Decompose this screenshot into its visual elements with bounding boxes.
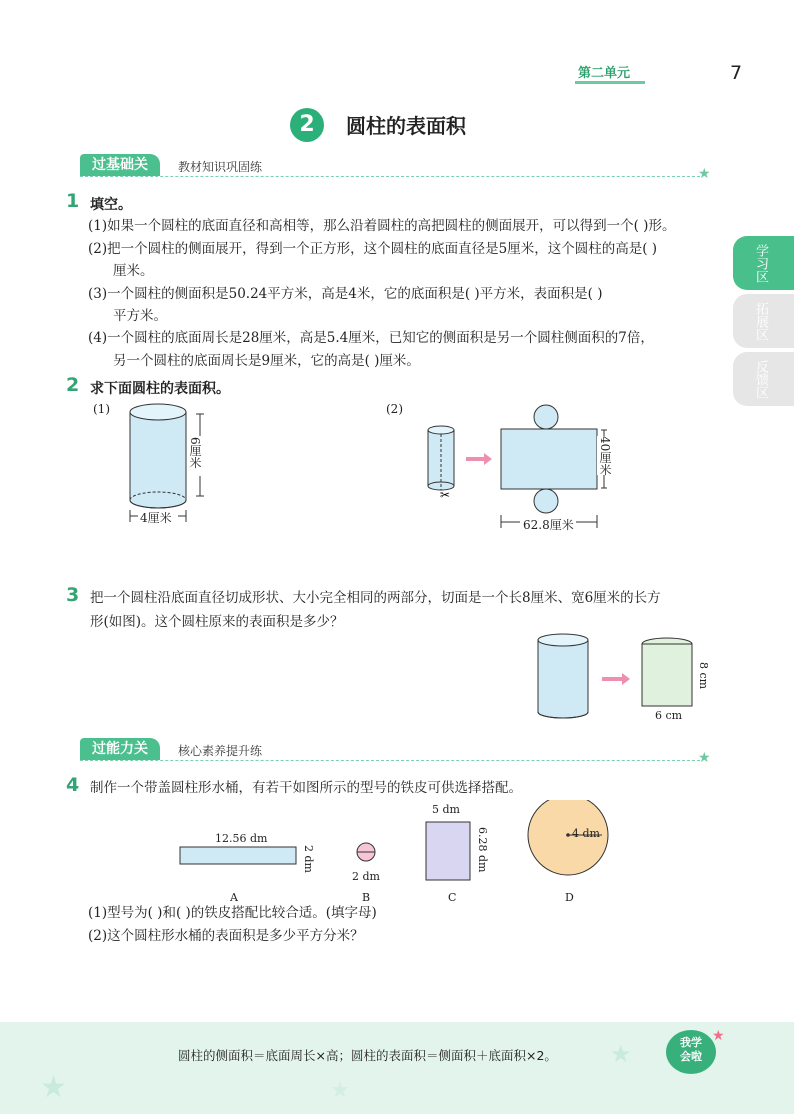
page-title: 圆柱的表面积 (346, 114, 466, 138)
sheet-a-length: 12.56 dm (215, 832, 268, 845)
cut-cylinder-figure (530, 630, 710, 725)
lesson-number-badge: 2 (290, 108, 324, 142)
formula-tip: 圆柱的侧面积＝底面周长×高；圆柱的表面积＝侧面积＋底面积×2。 (178, 1048, 557, 1063)
question-number: 2 (66, 374, 80, 396)
badge-line: 我学 (680, 1036, 702, 1049)
figure-label: (1) (93, 402, 110, 416)
star-icon: ★ (712, 1028, 725, 1044)
side-tab-feedback[interactable] (733, 352, 794, 406)
section-divider (80, 760, 700, 761)
question-number: 1 (66, 190, 80, 212)
cut-face-width-label: 6 cm (655, 709, 683, 722)
net-width-label: 62.8厘米 (523, 518, 574, 532)
cylinder-net-figure (420, 400, 620, 535)
section-subtitle-basic: 教材知识巩固练 (178, 160, 263, 174)
sheet-a-width: 2 dm (302, 845, 315, 873)
section-divider (80, 176, 700, 177)
sheet-c-label: C (448, 891, 457, 904)
question-number: 3 (66, 584, 80, 606)
sheet-c-height: 6.28 dm (476, 827, 489, 873)
sheet-b-label: B (362, 891, 371, 904)
cylinder-diameter-label: 4厘米 (140, 511, 172, 525)
q3-line: 形(如图)。这个圆柱原来的表面积是多少？ (90, 614, 344, 630)
q4-line: (1)型号为( )和( )的铁皮搭配比较合适。(填字母) (88, 905, 377, 921)
sheet-options-figure (170, 800, 630, 900)
q1-line: 平方米。 (113, 308, 167, 324)
star-icon: ★ (698, 750, 711, 766)
question-title: 求下面圆柱的表面积。 (90, 381, 230, 397)
side-tab-extend[interactable] (733, 294, 794, 348)
q1-line: 厘米。 (113, 263, 154, 279)
star-icon: ★ (40, 1070, 67, 1105)
svg-text:✂: ✂ (440, 488, 451, 502)
net-height-label: 40厘米 (598, 436, 612, 476)
q4-line: (2)这个圆柱形水桶的表面积是多少平方分米？ (88, 928, 364, 944)
cylinder-height-label: 6厘米 (188, 437, 202, 469)
q1-line: (1)如果一个圆柱的底面直径和高相等，那么沿着圆柱的高把圆柱的侧面展开，可以得到一个( )形。 (88, 218, 676, 234)
cut-face-height-label: 8 cm (697, 662, 710, 690)
sheet-d-label: D (565, 891, 574, 904)
figure-label: (2) (386, 402, 403, 416)
sheet-c-width: 5 dm (432, 803, 460, 816)
q1-line: (2)把一个圆柱的侧面展开，得到一个正方形，这个圆柱的底面直径是5厘米，这个圆柱的高是( ) (88, 241, 658, 257)
q1-line: (3)一个圆柱的侧面积是50.24平方米，高是4米，它的底面积是( )平方米，表面积是( ) (88, 286, 603, 302)
side-tab-label: 拓展区 (753, 302, 768, 341)
question-title: 填空。 (90, 197, 132, 213)
section-tag-basic: 过基础关 (80, 154, 160, 176)
badge-line: 会啦 (680, 1050, 702, 1063)
question-number: 4 (66, 774, 80, 796)
unit-label: 第二单元 (578, 66, 631, 81)
section-tag-advanced: 过能力关 (80, 738, 160, 760)
section-subtitle-advanced: 核心素养提升练 (178, 744, 263, 758)
learned-badge (666, 1030, 716, 1074)
star-icon: ★ (330, 1078, 350, 1103)
q1-line: 另一个圆柱的底面周长是9厘米，它的高是( )厘米。 (113, 353, 420, 369)
side-tab-study[interactable] (733, 236, 794, 290)
q3-line: 把一个圆柱沿底面直径切成形状、大小完全相同的两部分，切面是一个长8厘米、宽6厘米的长方 (90, 590, 661, 606)
sheet-a-label: A (230, 891, 238, 904)
sheet-d-radius: 4 dm (572, 827, 600, 840)
star-icon: ★ (698, 166, 711, 182)
q4-title: 制作一个带盖圆柱形水桶，有若干如图所示的型号的铁皮可供选择搭配。 (90, 780, 522, 796)
side-tab-label: 学习区 (753, 244, 768, 283)
page-number: 7 (730, 62, 743, 84)
star-icon: ★ (610, 1040, 632, 1068)
q1-line: (4)一个圆柱的底面周长是28厘米，高是5.4厘米，已知它的侧面积是另一个圆柱侧面积的7倍， (88, 330, 654, 346)
sheet-b-diameter: 2 dm (352, 870, 380, 883)
side-tab-label: 反馈区 (753, 360, 768, 399)
unit-underline (575, 81, 645, 84)
